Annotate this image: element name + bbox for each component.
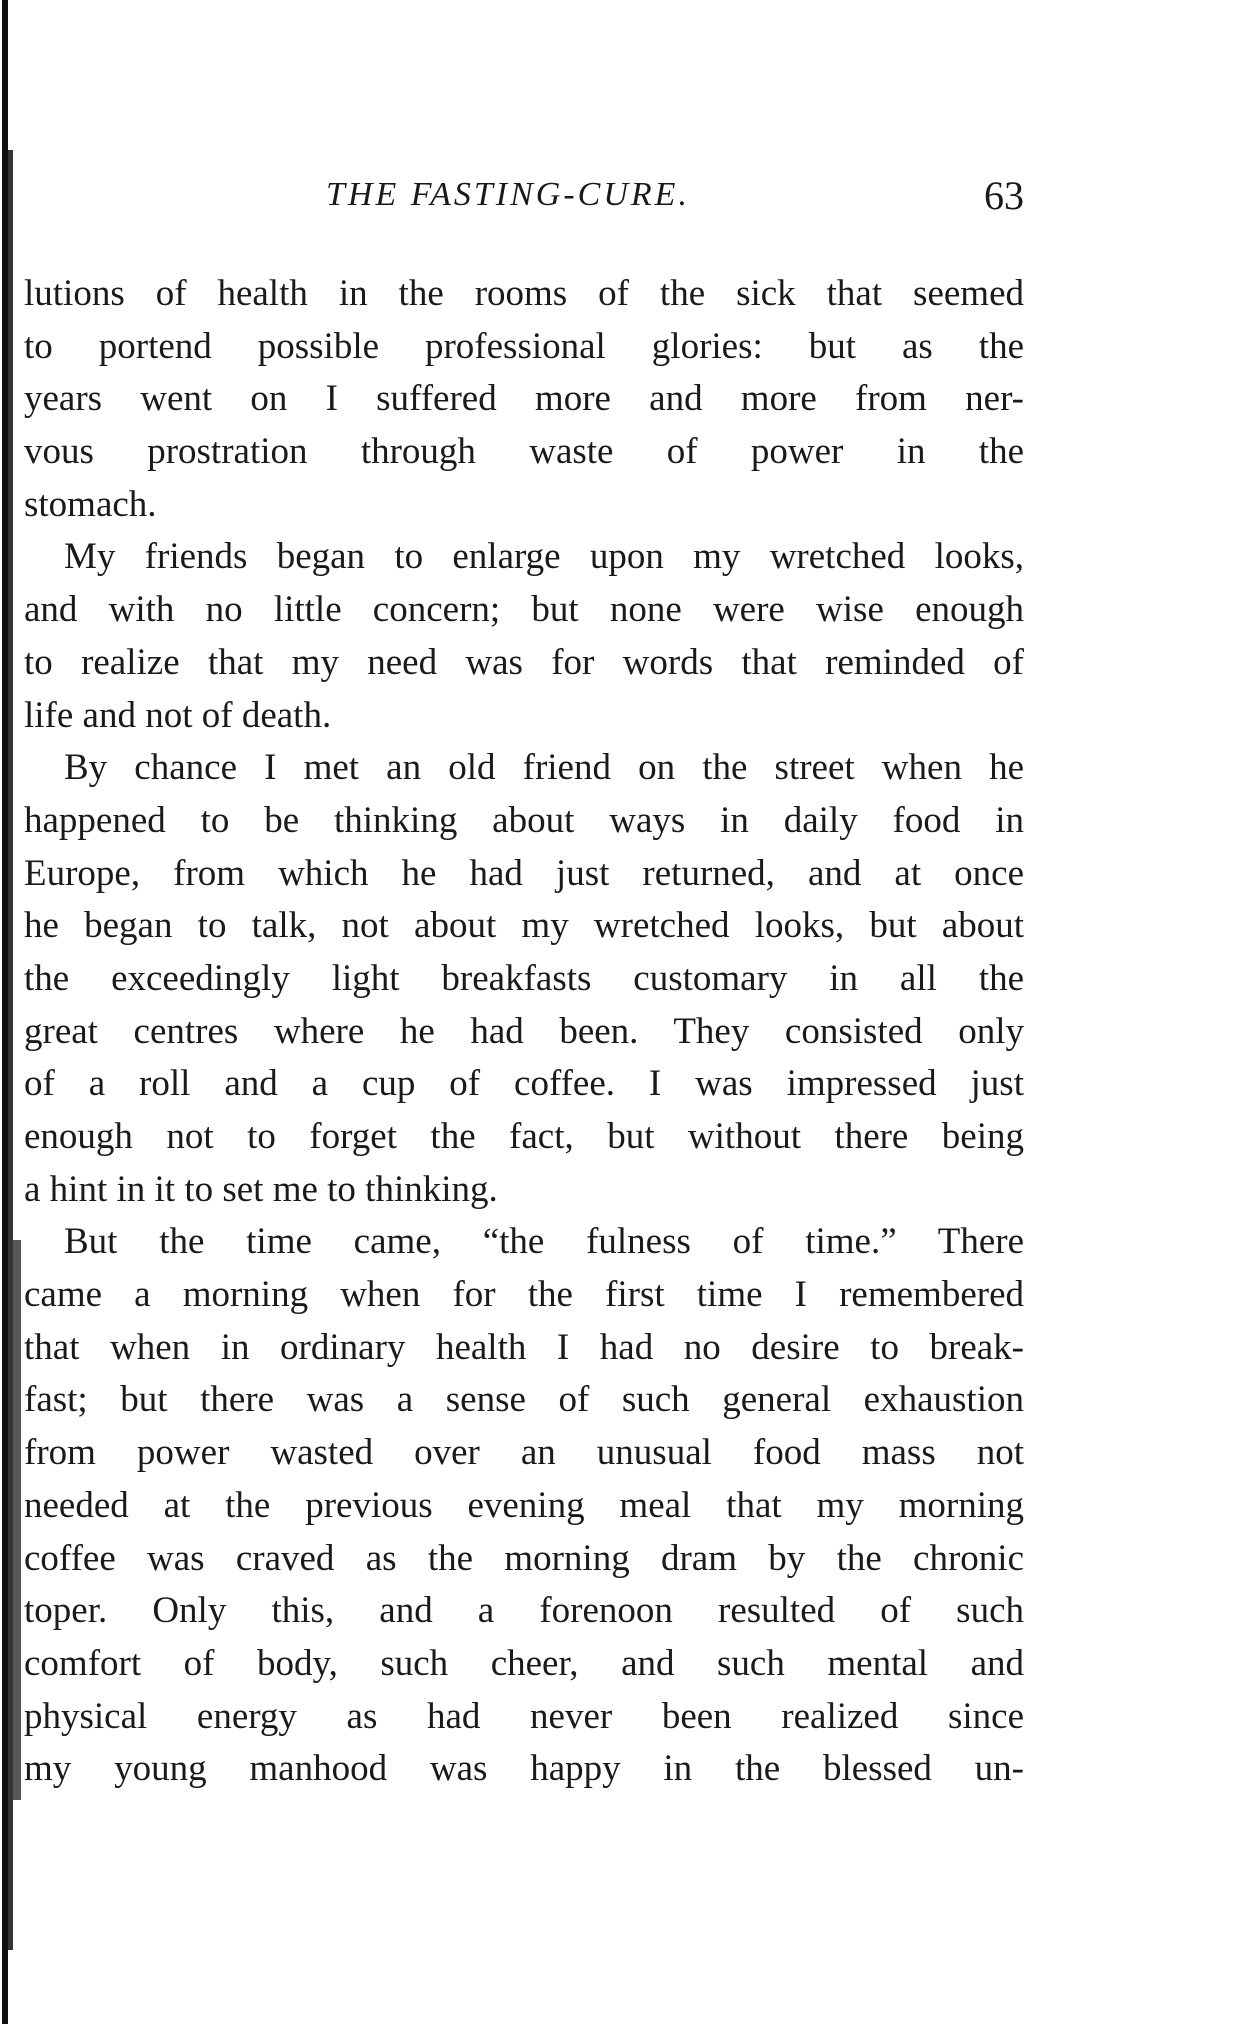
text-line: needed at the previous evening meal that my morning <box>24 1484 1024 1526</box>
text-line: that when in ordinary health I had no desire to break- <box>24 1326 1024 1368</box>
text-line: from power wasted over an unusual food mass not <box>24 1432 1024 1474</box>
text-line: years went on I suffered more and more from ner- <box>24 378 1024 420</box>
text-line: and with no little concern; but none were wise enough <box>24 589 1024 631</box>
body-text <box>24 268 1024 1796</box>
paragraph <box>24 1216 1024 1796</box>
text-line: enough not to forget the fact, but without there being <box>24 1116 1024 1157</box>
text-line: life and not of death. <box>24 694 332 736</box>
text-line: By chance I met an old friend on the street when he <box>64 747 1024 789</box>
text-line: stomach. <box>24 483 157 525</box>
text-line: to portend possible professional glories: but as the <box>24 325 1024 367</box>
page-header <box>24 172 1024 228</box>
text-line: happened to be thinking about ways in daily food in <box>24 799 1024 841</box>
text-line: he began to talk, not about my wretched looks, but about <box>24 905 1024 947</box>
text-line: vous prostration through waste of power in the <box>24 431 1024 473</box>
text-line: My friends began to enlarge upon my wretched looks, <box>64 536 1024 578</box>
text-line: But the time came, “the fulness of time.” There <box>64 1221 1024 1263</box>
text-line: to realize that my need was for words that reminded of <box>24 641 1024 683</box>
text-line: came a morning when for the first time I remembered <box>24 1274 1024 1316</box>
text-line: Europe, from which he had just returned, and at once <box>24 852 1024 894</box>
text-line: of a roll and a cup of coffee. I was impressed just <box>24 1063 1024 1105</box>
paragraph <box>24 531 1024 742</box>
text-line: great centres where he had been. They consisted only <box>24 1010 1024 1052</box>
text-line: the exceedingly light breakfasts customary in all the <box>24 957 1024 999</box>
page-number: 63 <box>984 173 1024 218</box>
running-head: THE FASTING-CURE. <box>326 176 690 213</box>
text-line: physical energy as had never been realized since <box>24 1695 1024 1737</box>
paragraph <box>24 268 1024 531</box>
text-line: toper. Only this, and a forenoon resulted of such <box>24 1590 1024 1632</box>
text-line: a hint in it to set me to thinking. <box>24 1168 498 1210</box>
text-line: my young manhood was happy in the blessed un- <box>24 1748 1024 1790</box>
text-line: fast; but there was a sense of such general exhaustion <box>24 1379 1024 1421</box>
paragraph <box>24 742 1024 1216</box>
text-line: lutions of health in the rooms of the sick that seemed <box>24 273 1024 314</box>
text-line: coffee was craved as the morning dram by the chronic <box>24 1537 1024 1579</box>
text-line: comfort of body, such cheer, and such mental and <box>24 1642 1024 1684</box>
